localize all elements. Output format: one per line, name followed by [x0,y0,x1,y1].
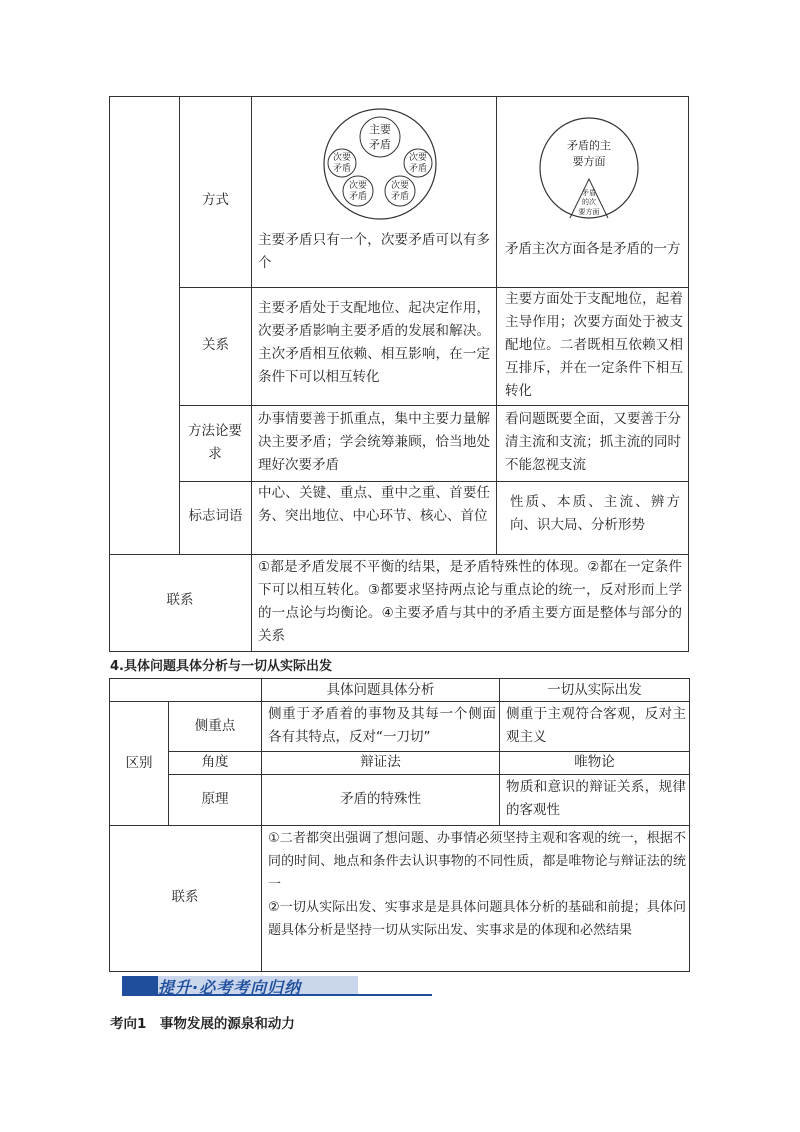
table1-lianxi-label: 联系 [166,592,194,608]
principal-contradiction-diagram [320,105,440,223]
svg-text:的次: 的次 [582,198,596,206]
section-4-title: 4.具体问题具体分析与一切从实际出发 [110,659,332,674]
section-banner-title: 提升·必考考向归纳 [158,978,302,997]
row-label-fangfalun: 方法论要求 [188,423,242,462]
svg-text:次要: 次要 [348,181,368,191]
svg-text:矛盾: 矛盾 [582,189,596,197]
svg-text:矛盾: 矛盾 [348,192,368,202]
principal-aspect-diagram [537,115,641,221]
fangfalun-right-text: 看问题既要全面，又要善于分清主流和支流；抓主流的同时不能忽视支流 [505,411,681,473]
guanxi-left-text: 主要矛盾处于支配地位、起决定作用，次要矛盾影响主要矛盾的发展和解决。主次矛盾相互依赖、相互影响，在一定条件下可以相互转化 [258,300,490,385]
table2-lianxi-p1: ①二者都突出强调了想问题、办事情必须坚持主观和客观的统一，根据不同的时间、地点和条件去认识事物的不同性质，都是唯物论与辩证法的统一 [268,831,686,892]
row-label-guanxi: 关系 [202,337,229,353]
yuanli-left-text: 矛盾的特殊性 [340,791,421,807]
guanxi-right-text: 主要方面处于支配地位，起着主导作用；次要方面处于被支配地位。二者既相互依赖又相互排斥，并在一定条件下相互转化 [505,291,683,399]
svg-text:矛盾: 矛盾 [332,164,352,174]
fangshi-left-text: 主要矛盾只有一个，次要矛盾可以有多个 [258,232,490,271]
cezhongdian-left-text: 侧重于矛盾着的事物及其每一个侧面各有其特点，反对“一刀切” [268,706,496,745]
row-label-fangshi: 方式 [202,192,229,208]
table2-row-label-jiaodu: 角度 [201,754,229,770]
biaozhi-right-text: 性质、本质、主流、辨方向、识大局、分析形势 [510,494,680,533]
table2-row-label-yuanli: 原理 [201,791,229,807]
kaoxiang-1-heading: 考向1 事物发展的源泉和动力 [110,1016,295,1032]
svg-text:要方面: 要方面 [578,208,600,216]
fangshi-right-text: 矛盾主次方面各是矛盾的一方 [505,241,681,257]
jiaodu-left-text: 辩证法 [360,754,401,770]
svg-text:矛盾的主: 矛盾的主 [567,139,611,152]
svg-text:次要: 次要 [390,181,410,191]
cezhongdian-right-text: 侧重于主观符合客观，反对主观主义 [506,706,686,745]
table2-header-right: 一切从实际出发 [547,682,642,698]
svg-text:矛盾: 矛盾 [408,164,428,174]
table2-header-left: 具体问题具体分析 [326,682,435,698]
table2-lianxi-p2: ②一切从实际出发、实事求是是具体问题具体分析的基础和前提；具体问题具体分析是坚持一切从实际出发、实事求是的体现和必然结果 [268,900,686,938]
svg-text:要方面: 要方面 [572,155,606,168]
jiaodu-right-text: 唯物论 [574,754,615,770]
table2-row-label-cezhongdian: 侧重点 [194,718,236,734]
yuanli-right-text: 物质和意识的辩证关系，规律的客观性 [506,779,686,818]
biaozhi-left-text: 中心、关键、重点、重中之重、首要任务、突出地位、中心环节、核心、首位 [258,485,490,524]
diagram-main-contradiction-2: 矛盾 [369,138,391,151]
table2-qubie-label: 区别 [125,755,153,771]
svg-text:矛盾: 矛盾 [390,192,410,202]
fangfalun-left-text: 办事情要善于抓重点，集中主要力量解决主要矛盾；学会统筹兼顾，恰当地处理好次要矛盾 [258,411,490,473]
table1-lianxi-text: ①都是矛盾发展不平衡的结果，是矛盾特殊性的体现。②都在一定条件下可以相互转化。③都要求坚持两点论与重点论的统一，反对形而上学的一点论与均衡论。④主要矛盾与其中的矛盾主要方面是整体与部分的关系 [258,559,682,644]
svg-text:次要: 次要 [332,153,352,163]
row-label-biaozhi: 标志词语 [188,508,243,524]
table2-lianxi-label: 联系 [171,889,199,905]
svg-text:次要: 次要 [408,153,428,163]
diagram-main-contradiction-1: 主要 [369,123,391,136]
